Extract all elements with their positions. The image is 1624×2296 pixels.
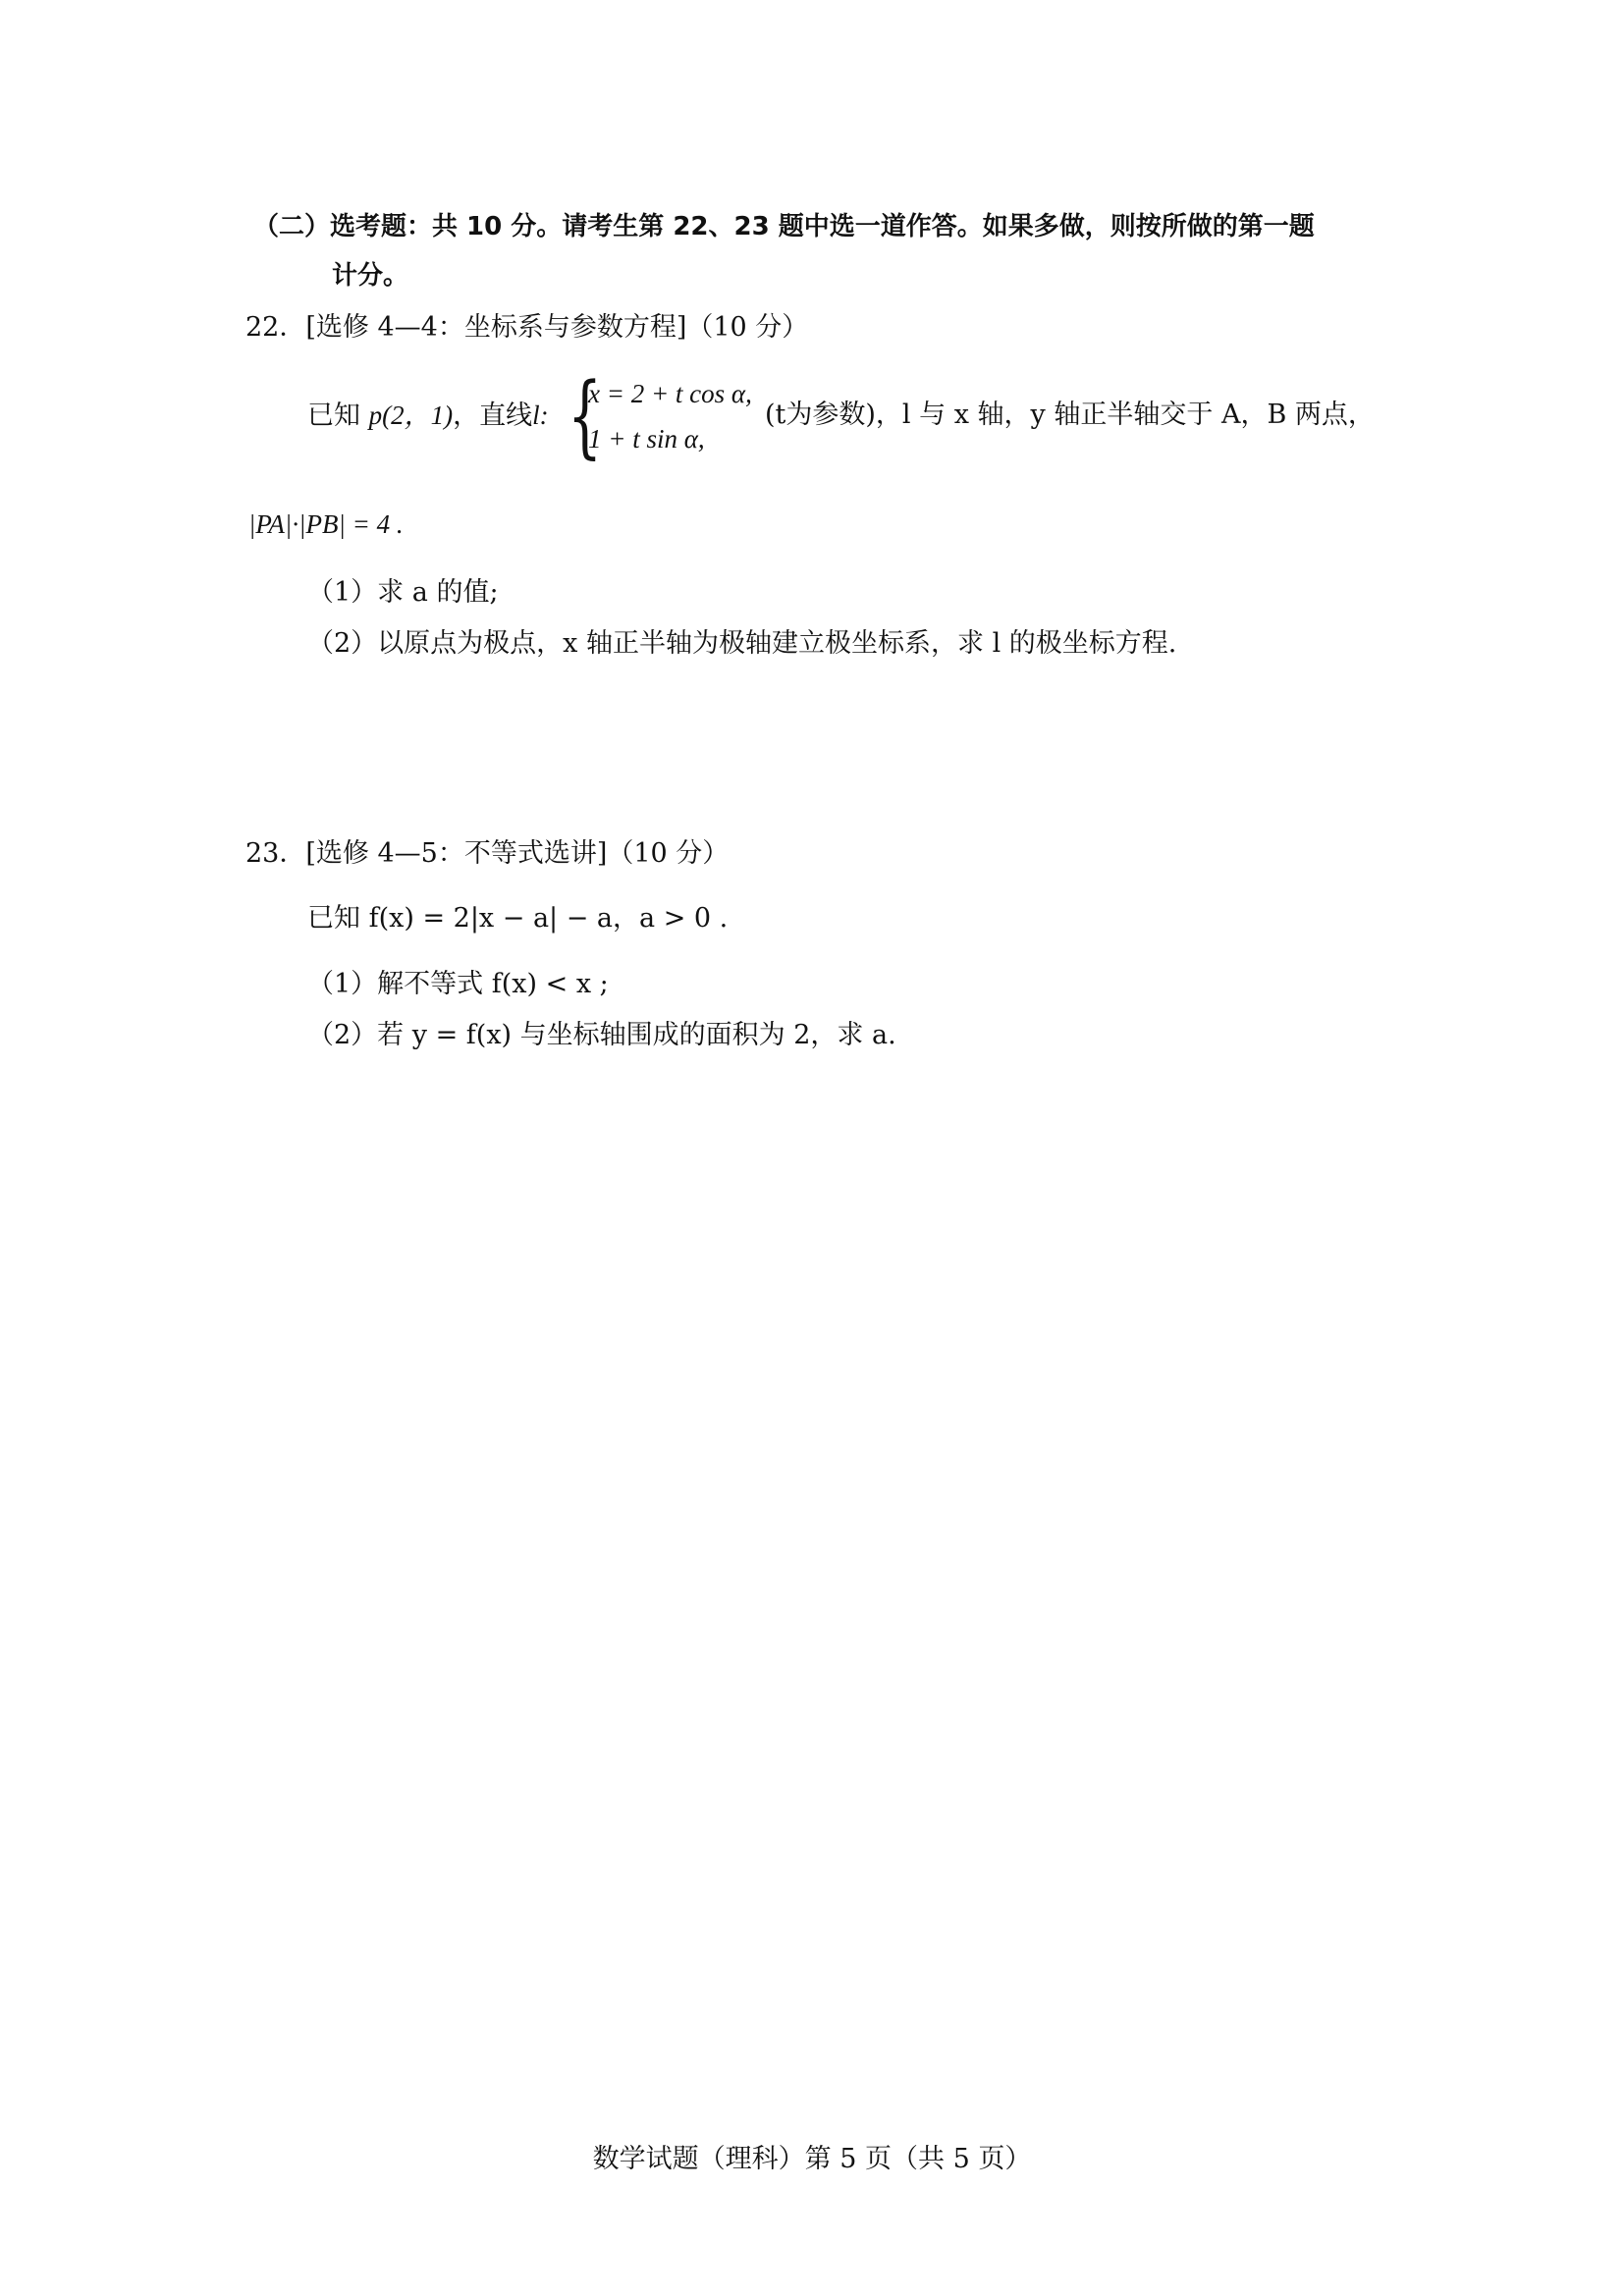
q22-condition-text: |PA|·|PB| = 4 .	[248, 509, 404, 539]
q22-title: 22．[选修 4—4：坐标系与参数方程]（10 分）	[245, 312, 809, 343]
q22-eq1-text: x = 2 + t cos α,	[588, 379, 752, 408]
q22-equation-1	[588, 376, 752, 412]
q22-line-name: l:	[532, 400, 549, 430]
q22-param-note: (t为参数)，l 与 x 轴，y 轴正半轴交于 A，B 两点，	[765, 400, 1375, 430]
q22-stem-b: ，直线	[453, 400, 533, 431]
q23-part-1: （1）解不等式 f(x) < x ;	[307, 969, 609, 999]
q22-equation-2	[588, 421, 705, 457]
system-brace: {	[568, 363, 603, 468]
q22-condition	[248, 507, 404, 543]
q22-stem-a: 已知	[307, 400, 360, 431]
q23-part-2: （2）若 y = f(x) 与坐标轴围成的面积为 2，求 a.	[307, 1020, 896, 1050]
q22-part-1: （1）求 a 的值;	[307, 577, 499, 608]
q23-title: 23．[选修 4—5：不等式选讲]（10 分）	[245, 838, 730, 869]
section-heading-continued: 计分。	[332, 261, 409, 291]
q22-eq2-text: 1 + t sin α,	[588, 424, 705, 454]
q22-stem-intro	[307, 398, 549, 434]
q22-part-2: （2）以原点为极点，x 轴正半轴为极轴建立极坐标系，求 l 的极坐标方程.	[307, 628, 1177, 659]
q23-stem: 已知 f(x) = 2|x − a| − a，a > 0 .	[307, 903, 729, 934]
q22-point: p(2，1)	[368, 400, 454, 430]
section-heading: （二）选考题：共 10 分。请考生第 22、23 题中选一道作答。如果多做，则按所做的第一题	[253, 212, 1315, 241]
page-footer: 数学试题（理科）第 5 页（共 5 页）	[592, 2144, 1032, 2174]
